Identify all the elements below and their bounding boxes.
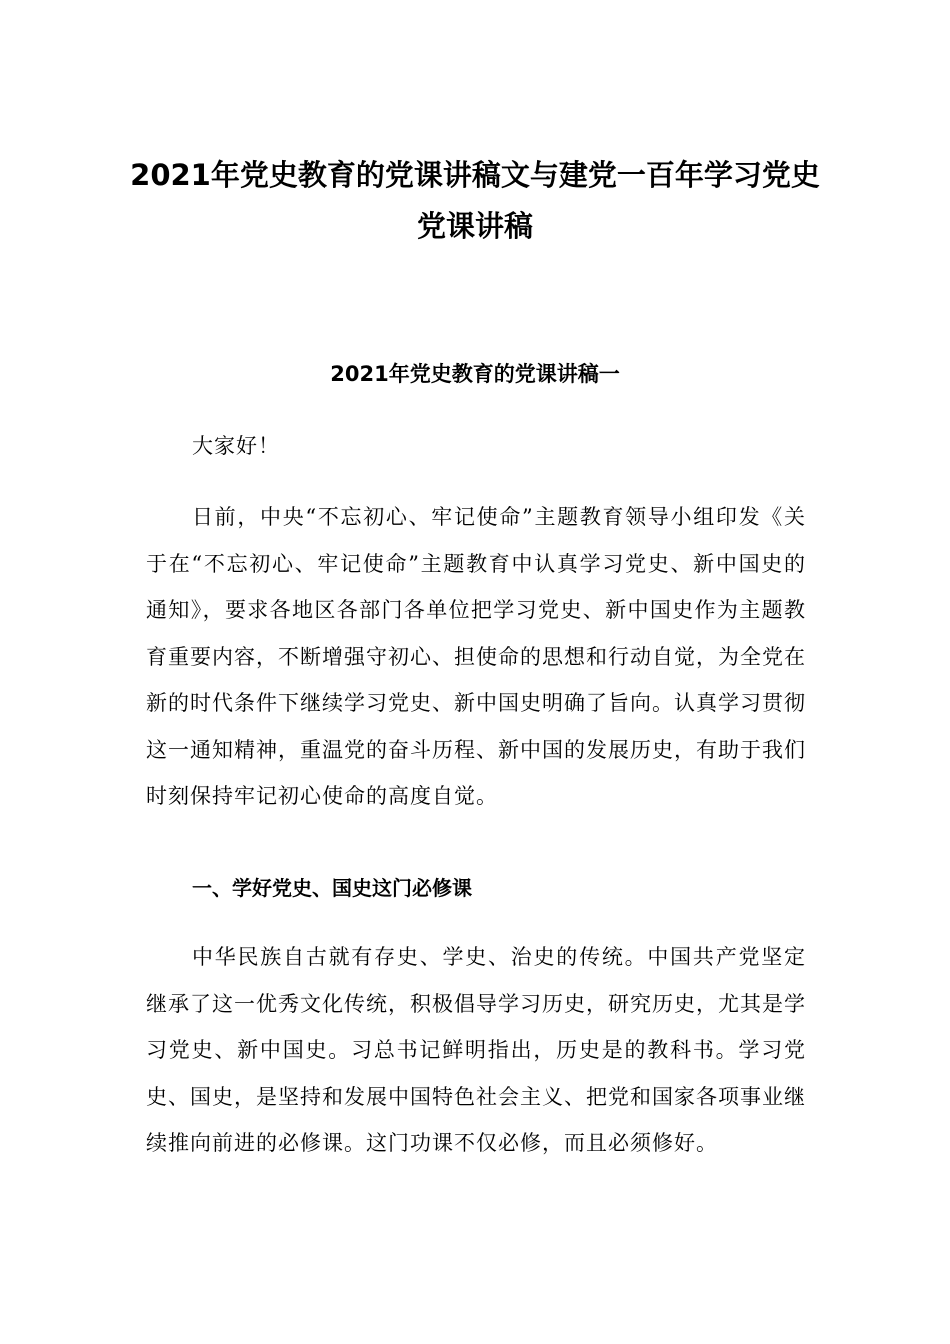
section-heading-1: 一、学好党史、国史这门必修课 xyxy=(192,876,472,900)
section-subtitle: 2021年党史教育的党课讲稿一 xyxy=(330,362,620,386)
greeting-paragraph: 大家好！ xyxy=(192,434,280,458)
body-paragraph-2: 中华民族自古就有存史、学史、治史的传统。中国共产党坚定继承了这一优秀文化传统，积极倡导学习历史，研究历史，尤其是学习党史、新中国史。习总书记鲜明指出，历史是的教科书。学习党史、国史，是坚持和发展中国特色社会主义、把党和国家各项事业继续推向前进的必修课。这门功课不仅必修，而且必须修好。 xyxy=(146,945,806,1155)
document-title: 2021年党史教育的党课讲稿文与建党一百年学习党史党课讲稿 xyxy=(130,158,820,243)
body-paragraph-1: 日前，中央“不忘初心、牢记使命”主题教育领导小组印发《关于在“不忘初心、牢记使命”主题教育中认真学习党史、新中国史的通知》，要求各地区各部门各单位把学习党史、新中国史作为主题教育重要内容，不断增强守初心、担使命的思想和行动自觉，为全党在新的时代条件下继续学习党史、新中国史明确了旨向。认真学习贯彻这一通知精神，重温党的奋斗历程、新中国的发展历史，有助于我们时刻保持牢记初心使命的高度自觉。 xyxy=(146,505,806,808)
